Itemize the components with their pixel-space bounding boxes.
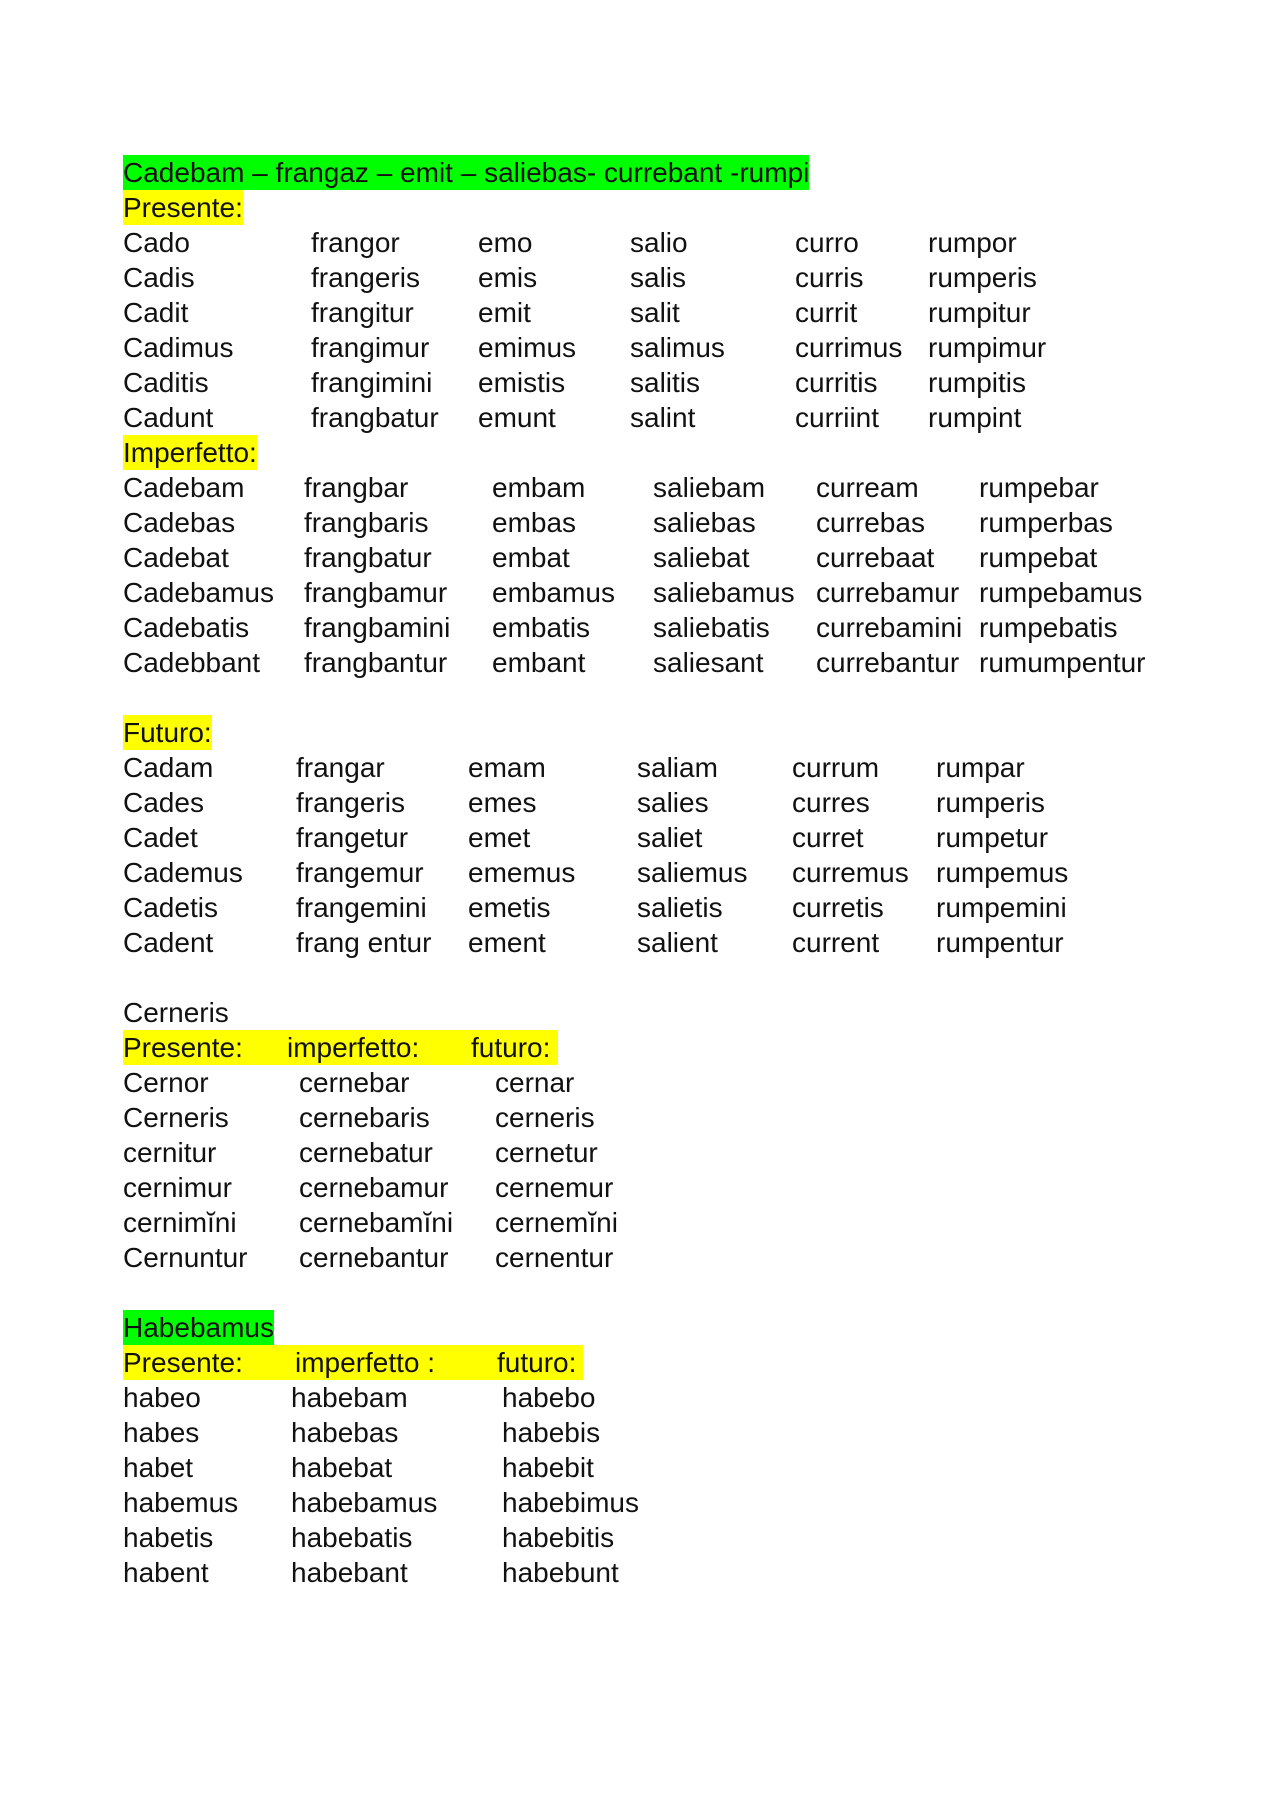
conjugation-cell: emam	[468, 752, 546, 783]
conjugation-cell: salies	[637, 787, 709, 818]
title-highlighted: Cadebam – frangaz – emit – saliebas- currebant -rumpi	[123, 157, 810, 188]
conjugation-cell: habebunt	[502, 1557, 619, 1588]
conjugation-row	[0, 505, 1280, 540]
conjugation-cell: frangbamini	[304, 612, 451, 643]
conjugation-cell: habebatis	[291, 1522, 413, 1553]
conjugation-cell: curream	[816, 472, 919, 503]
conjugation-cell: emes	[468, 787, 537, 818]
section-heading	[0, 435, 1280, 470]
conjugation-cell: emo	[478, 227, 533, 258]
conjugation-row	[0, 330, 1280, 365]
conjugation-cell: Cadit	[123, 297, 189, 328]
conjugation-cell: cernimĭni	[123, 1207, 237, 1238]
conjugation-row	[0, 1135, 1280, 1170]
conjugation-cell: habent	[123, 1557, 209, 1588]
conjugation-row	[0, 1450, 1280, 1485]
conjugation-cell: emimus	[478, 332, 577, 363]
blank-line	[0, 1275, 1280, 1310]
conjugation-row	[0, 540, 1280, 575]
conjugation-cell: currebamini	[816, 612, 963, 643]
conjugation-cell: emit	[478, 297, 531, 328]
conjugation-cell: frangbatur	[304, 542, 432, 573]
conjugation-cell: frangitur	[311, 297, 414, 328]
conjugation-cell: cernitur	[123, 1137, 217, 1168]
conjugation-cell: rumpebar	[979, 472, 1099, 503]
conjugation-cell: Cadebam	[123, 472, 245, 503]
conjugation-cell: Cernor	[123, 1067, 209, 1098]
conjugation-cell: rumpemus	[936, 857, 1069, 888]
conjugation-row	[0, 1170, 1280, 1205]
section-label: Imperfetto:	[123, 437, 257, 468]
conjugation-cell: frangimur	[311, 332, 430, 363]
conjugation-cell: cerneris	[495, 1102, 595, 1133]
conjugation-row	[0, 295, 1280, 330]
conjugation-cell: Caditis	[123, 367, 209, 398]
conjugation-cell: emunt	[478, 402, 556, 433]
conjugation-cell: cernar	[495, 1067, 575, 1098]
conjugation-cell: currit	[795, 297, 858, 328]
conjugation-row	[0, 400, 1280, 435]
conjugation-cell: ement	[468, 927, 546, 958]
conjugation-row	[0, 1520, 1280, 1555]
conjugation-cell: emistis	[478, 367, 566, 398]
conjugation-cell: currimus	[795, 332, 903, 363]
conjugation-row	[0, 575, 1280, 610]
conjugation-cell: curretis	[792, 892, 884, 923]
conjugation-row	[0, 260, 1280, 295]
conjugation-cell: Cadetis	[123, 892, 218, 923]
conjugation-cell: salit	[630, 297, 680, 328]
conjugation-cell: frangemur	[296, 857, 424, 888]
document-page	[0, 155, 1280, 1590]
conjugation-row	[0, 1205, 1280, 1240]
conjugation-cell: curriint	[795, 402, 880, 433]
conjugation-cell: current	[792, 927, 880, 958]
conjugation-row	[0, 1100, 1280, 1135]
conjugation-cell: habebitis	[502, 1522, 615, 1553]
conjugation-cell: habebit	[502, 1452, 594, 1483]
conjugation-cell: Cadis	[123, 262, 195, 293]
cerneris-title: Cerneris	[123, 997, 229, 1028]
conjugation-cell: rumpint	[928, 402, 1022, 433]
verb-title-line	[0, 1310, 1280, 1345]
habebamus-title: Habebamus	[123, 1312, 274, 1343]
conjugation-cell: embant	[492, 647, 586, 678]
conjugation-cell: Cadebamus	[123, 577, 274, 608]
conjugation-cell: habetis	[123, 1522, 214, 1553]
conjugation-cell: emis	[478, 262, 538, 293]
conjugation-row	[0, 785, 1280, 820]
conjugation-cell: cernebamur	[299, 1172, 449, 1203]
conjugation-cell: curremus	[792, 857, 909, 888]
tense-header: Presente:	[123, 1032, 243, 1063]
conjugation-row	[0, 855, 1280, 890]
conjugation-cell: frangeris	[296, 787, 405, 818]
conjugation-cell: cernetur	[495, 1137, 598, 1168]
conjugation-cell: frangbar	[304, 472, 409, 503]
conjugation-cell: embat	[492, 542, 570, 573]
conjugation-cell: Cerneris	[123, 1102, 229, 1133]
conjugation-cell: habebam	[291, 1382, 408, 1413]
conjugation-cell: habebo	[502, 1382, 596, 1413]
conjugation-cell: salimus	[630, 332, 725, 363]
section-label: Futuro:	[123, 717, 212, 748]
conjugation-cell: Cernuntur	[123, 1242, 248, 1273]
conjugation-cell: rumperis	[936, 787, 1045, 818]
conjugation-cell: rumpebatis	[979, 612, 1118, 643]
conjugation-cell: currebamur	[816, 577, 960, 608]
conjugation-cell: cernentur	[495, 1242, 614, 1273]
conjugation-cell: saliemus	[637, 857, 748, 888]
conjugation-cell: saliet	[637, 822, 703, 853]
conjugation-cell: Cadam	[123, 752, 214, 783]
tense-header-row	[0, 1345, 1280, 1380]
conjugation-cell: salitis	[630, 367, 701, 398]
conjugation-cell: rumpitis	[928, 367, 1027, 398]
conjugation-cell: curret	[792, 822, 864, 853]
conjugation-row	[0, 1415, 1280, 1450]
conjugation-cell: Cadent	[123, 927, 214, 958]
conjugation-cell: rumpetur	[936, 822, 1049, 853]
conjugation-cell: Cadebat	[123, 542, 229, 573]
conjugation-cell: rumperbas	[979, 507, 1113, 538]
conjugation-cell: currum	[792, 752, 880, 783]
conjugation-row	[0, 925, 1280, 960]
tense-header: imperfetto:	[287, 1032, 420, 1063]
conjugation-cell: Cadet	[123, 822, 198, 853]
conjugation-cell: rumpitur	[928, 297, 1031, 328]
conjugation-cell: Cadebbant	[123, 647, 261, 678]
conjugation-cell: cernemur	[495, 1172, 614, 1203]
conjugation-cell: Cadimus	[123, 332, 234, 363]
conjugation-cell: rumpar	[936, 752, 1025, 783]
conjugation-cell: currebaat	[816, 542, 935, 573]
conjugation-row	[0, 1380, 1280, 1415]
conjugation-cell: habeo	[123, 1382, 201, 1413]
conjugation-row	[0, 1485, 1280, 1520]
conjugation-cell: cernebar	[299, 1067, 410, 1098]
conjugation-cell: cernemĭni	[495, 1207, 618, 1238]
conjugation-cell: rumpemini	[936, 892, 1067, 923]
conjugation-cell: currebas	[816, 507, 925, 538]
conjugation-cell: frangbamur	[304, 577, 448, 608]
conjugation-cell: frangbaris	[304, 507, 429, 538]
conjugation-cell: habes	[123, 1417, 200, 1448]
conjugation-cell: habebant	[291, 1557, 408, 1588]
verb-title-line	[0, 995, 1280, 1030]
conjugation-cell: saliebatis	[653, 612, 770, 643]
conjugation-cell: Cademus	[123, 857, 243, 888]
blank-line	[0, 680, 1280, 715]
conjugation-row	[0, 610, 1280, 645]
conjugation-cell: rumpor	[928, 227, 1017, 258]
tense-header: Presente:	[123, 1347, 243, 1378]
conjugation-cell: saliam	[637, 752, 718, 783]
tense-header-row	[0, 1030, 1280, 1065]
conjugation-cell: rumpentur	[936, 927, 1064, 958]
conjugation-row	[0, 890, 1280, 925]
conjugation-cell: frangor	[311, 227, 400, 258]
conjugation-cell: frangbatur	[311, 402, 439, 433]
conjugation-cell: salient	[637, 927, 718, 958]
conjugation-cell: frangemini	[296, 892, 427, 923]
conjugation-cell: rumumpentur	[979, 647, 1146, 678]
conjugation-cell: embam	[492, 472, 586, 503]
conjugation-cell: Cadebas	[123, 507, 236, 538]
conjugation-cell: saliebam	[653, 472, 766, 503]
conjugation-cell: Cades	[123, 787, 204, 818]
conjugation-cell: saliebas	[653, 507, 756, 538]
conjugation-row	[0, 820, 1280, 855]
conjugation-cell: emetis	[468, 892, 551, 923]
conjugation-cell: habebat	[291, 1452, 393, 1483]
conjugation-cell: frangar	[296, 752, 385, 783]
conjugation-cell: rumpebat	[979, 542, 1098, 573]
conjugation-cell: curris	[795, 262, 864, 293]
conjugation-cell: cernebamĭni	[299, 1207, 454, 1238]
conjugation-cell: curritis	[795, 367, 878, 398]
conjugation-cell: cernebatur	[299, 1137, 433, 1168]
section-label: Presente:	[123, 192, 243, 223]
conjugation-cell: habebas	[291, 1417, 399, 1448]
conjugation-cell: habet	[123, 1452, 194, 1483]
conjugation-row	[0, 1240, 1280, 1275]
conjugation-row	[0, 1065, 1280, 1100]
conjugation-cell: salio	[630, 227, 688, 258]
conjugation-cell: frang entur	[296, 927, 432, 958]
conjugation-cell: habemus	[123, 1487, 239, 1518]
conjugation-cell: cernebaris	[299, 1102, 430, 1133]
conjugation-row	[0, 750, 1280, 785]
title-line	[0, 155, 1280, 190]
conjugation-cell: frangetur	[296, 822, 409, 853]
conjugation-cell: saliebat	[653, 542, 750, 573]
conjugation-cell: cernimur	[123, 1172, 232, 1203]
conjugation-row	[0, 645, 1280, 680]
conjugation-cell: embamus	[492, 577, 615, 608]
conjugation-cell: saliebamus	[653, 577, 795, 608]
conjugation-cell: Cado	[123, 227, 190, 258]
conjugation-cell: frangeris	[311, 262, 420, 293]
section-heading	[0, 190, 1280, 225]
conjugation-cell: Cadebatis	[123, 612, 250, 643]
conjugation-row	[0, 1555, 1280, 1590]
conjugation-cell: curro	[795, 227, 859, 258]
conjugation-cell: salietis	[637, 892, 723, 923]
conjugation-cell: salis	[630, 262, 687, 293]
conjugation-cell: frangimini	[311, 367, 433, 398]
blank-line	[0, 960, 1280, 995]
conjugation-cell: embas	[492, 507, 577, 538]
conjugation-cell: frangbantur	[304, 647, 448, 678]
conjugation-cell: salint	[630, 402, 696, 433]
conjugation-cell: currebantur	[816, 647, 960, 678]
conjugation-cell: rumperis	[928, 262, 1037, 293]
tense-header: futuro:	[471, 1032, 551, 1063]
conjugation-cell: habebamus	[291, 1487, 438, 1518]
tense-header: futuro:	[497, 1347, 577, 1378]
conjugation-cell: embatis	[492, 612, 591, 643]
conjugation-cell: habebimus	[502, 1487, 639, 1518]
conjugation-row	[0, 470, 1280, 505]
conjugation-cell: curres	[792, 787, 870, 818]
conjugation-row	[0, 365, 1280, 400]
conjugation-cell: Cadunt	[123, 402, 214, 433]
tense-header: imperfetto :	[295, 1347, 436, 1378]
conjugation-cell: saliesant	[653, 647, 764, 678]
section-heading	[0, 715, 1280, 750]
conjugation-cell: cernebantur	[299, 1242, 449, 1273]
conjugation-cell: ememus	[468, 857, 576, 888]
conjugation-cell: habebis	[502, 1417, 601, 1448]
conjugation-cell: emet	[468, 822, 531, 853]
conjugation-row	[0, 225, 1280, 260]
conjugation-cell: rumpebamus	[979, 577, 1143, 608]
conjugation-cell: rumpimur	[928, 332, 1047, 363]
